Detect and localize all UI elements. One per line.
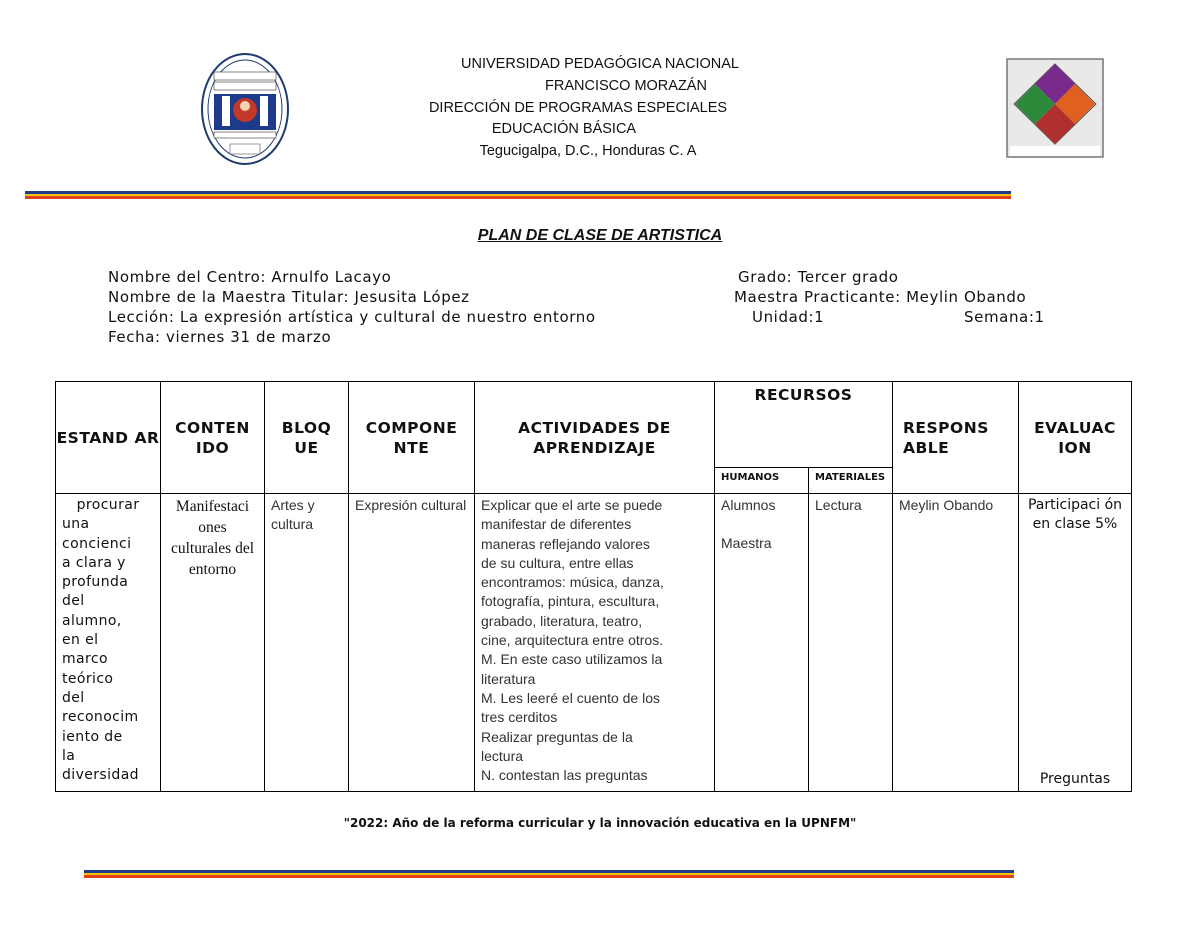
actividad-line: fotografía, pintura, escultura, — [481, 593, 660, 610]
info-maestra: Nombre de la Maestra Titular: Jesusita López — [108, 288, 470, 306]
humano-item: Maestra — [721, 535, 772, 552]
estandar-line: profunda — [62, 574, 129, 591]
header-bloque: BLOQ UE — [265, 382, 349, 494]
actividad-line: encontramos: música, danza, — [481, 574, 664, 591]
estandar-line: alumno, — [62, 612, 122, 629]
actividad-line: tres cerditos — [481, 709, 558, 726]
bottom-stripe — [84, 870, 1014, 880]
cell-actividades — [475, 494, 715, 792]
footer-slogan: "2022: Año de la reforma curricular y la innovación educativa en la UPNFM" — [343, 816, 857, 830]
estandar-line: iento de — [62, 728, 123, 745]
cell-evaluacion — [1019, 494, 1132, 792]
cell-materiales: Lectura — [809, 494, 893, 792]
info-unidad: Unidad:1 — [752, 308, 825, 326]
cell-responsable: Meylin Obando — [893, 494, 1019, 792]
header-educacion: EDUCACIÓN BÁSICA — [491, 121, 637, 137]
info-semana: Semana:1 — [964, 308, 1045, 326]
cell-humanos — [715, 494, 809, 792]
actividad-line: manifestar de diferentes — [481, 516, 632, 533]
estandar-line: diversidad — [62, 767, 139, 784]
actividad-line: cine, arquitectura entre otros. — [481, 632, 664, 649]
estandar-line: en el — [62, 632, 99, 649]
estandar-line: concienci — [62, 535, 132, 552]
info-fecha: Fecha: viernes 31 de marzo — [108, 328, 332, 346]
evaluacion-text: Participaci ón en clase 5% — [1027, 497, 1123, 533]
header-evaluacion: EVALUAC ION — [1019, 382, 1132, 494]
estandar-line: teórico — [62, 670, 114, 687]
info-leccion: Lección: La expresión artística y cultural de nuestro entorno — [108, 308, 596, 326]
actividad-line: lectura — [481, 747, 524, 764]
header-estandar: ESTAND AR — [56, 382, 161, 494]
estandar-line: del — [62, 689, 85, 706]
cell-estandar — [56, 494, 161, 792]
cell-contenido: Manifestaci ones culturales del entorno — [161, 494, 265, 792]
estandar-line: del — [62, 593, 85, 610]
estandar-line: a clara y — [62, 554, 126, 571]
actividad-line: de su cultura, entre ellas — [481, 554, 634, 571]
actividad-line: Realizar preguntas de la — [481, 728, 633, 745]
header-materiales: MATERIALES — [809, 468, 893, 494]
header-actividades: ACTIVIDADES DE APRENDIZAJE — [475, 382, 715, 494]
header-recursos: RECURSOS — [715, 382, 893, 468]
stripe-red — [25, 196, 1011, 199]
header-humanos: HUMANOS — [715, 468, 809, 494]
header-contenido: CONTEN IDO — [161, 382, 265, 494]
top-stripe — [25, 191, 1011, 201]
header-componente: COMPONE NTE — [349, 382, 475, 494]
header-city: Tegucigalpa, D.C., Honduras C. A — [479, 143, 697, 159]
header-direccion: DIRECCIÓN DE PROGRAMAS ESPECIALES — [428, 100, 728, 116]
actividad-line: M. Les leeré el cuento de los — [481, 689, 660, 706]
actividad-line: M. En este caso utilizamos la — [481, 651, 663, 668]
actividad-line: maneras reflejando valores — [481, 535, 650, 552]
estandar-line: la — [62, 747, 76, 764]
estandar-line: procurar — [76, 497, 140, 513]
evaluacion-preguntas: Preguntas — [1039, 770, 1111, 787]
stripe-red — [84, 875, 1014, 878]
info-centro: Nombre del Centro: Arnulfo Lacayo — [108, 268, 392, 286]
actividad-line: N. contestan las preguntas — [481, 767, 648, 784]
header-university: UNIVERSIDAD PEDAGÓGICA NACIONAL — [461, 56, 739, 72]
cell-bloque: Artes y cultura — [265, 494, 349, 792]
actividad-line: Explicar que el arte se puede — [481, 497, 663, 513]
programas-especiales-logo — [1006, 58, 1104, 158]
cell-componente: Expresión cultural — [349, 494, 475, 792]
header-responsable: RESPONS ABLE — [893, 382, 1019, 494]
estandar-line: reconocim — [62, 709, 139, 726]
header-francisco: FRANCISCO MORAZÁN — [545, 78, 707, 94]
estandar-line: marco — [62, 651, 108, 668]
actividad-line: grabado, literatura, teatro, — [481, 612, 643, 629]
estandar-line: una — [62, 516, 90, 533]
lesson-plan-table — [55, 381, 1132, 792]
actividad-line: literatura — [481, 670, 536, 687]
humano-item: Alumnos — [721, 497, 776, 513]
info-grado: Grado: Tercer grado — [738, 268, 899, 286]
page-title: PLAN DE CLASE DE ARTISTICA — [477, 227, 723, 244]
info-practicante: Maestra Practicante: Meylin Obando — [734, 288, 1027, 306]
